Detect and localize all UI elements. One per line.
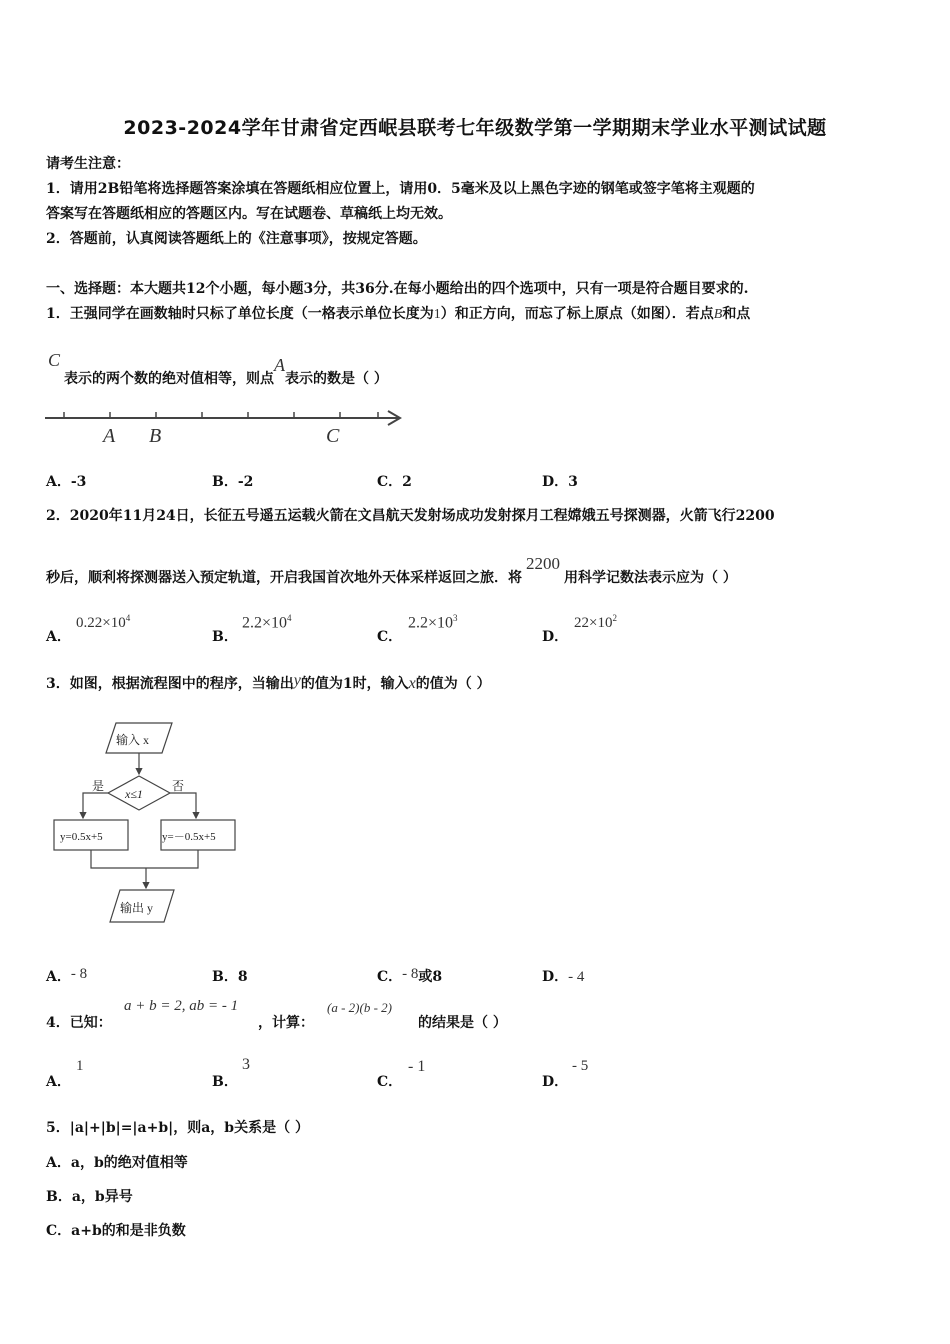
q5-option-b[interactable]: B．a，b异号	[46, 1189, 133, 1205]
q3-option-a[interactable]: A．- 8	[46, 966, 88, 985]
question-2-line-1: 2．2020年11月24日，长征五号遥五运载火箭在文昌航天发射场成功发射探月工程嫦娥五号探测器，火箭飞行2200	[46, 508, 775, 524]
question-1-line-1: 1．王强同学在画数轴时只标了单位长度（一格表示单位长度为1）和正方向，而忘了标上原点（如图）．若点B和点	[46, 306, 751, 322]
q4-option-b-value: 3	[242, 1056, 250, 1073]
q1-option-b[interactable]: B．-2	[212, 474, 254, 490]
q2-option-b[interactable]: B．	[212, 629, 238, 645]
notice-line-2: 答案写在答题纸相应的答题区内。写在试题卷、草稿纸上均无效。	[46, 206, 452, 222]
question-4-tail: 的结果是（ ）	[418, 1015, 507, 1031]
axis-label-b: B	[149, 425, 162, 447]
q1-option-c[interactable]: C．2	[377, 474, 412, 490]
q2-option-c-value: $2.2\times 10^3$	[408, 613, 458, 632]
question-2-line-2: 秒后，顺利将探测器送入预定轨道，开启我国首次地外天体采样返回之旅．将2200用科学记数法表示应为（ ）	[46, 554, 737, 586]
axis-label-a: A	[103, 425, 116, 447]
q2-option-c[interactable]: C．	[377, 629, 403, 645]
q2-option-b-value: $2.2\times 10^4$	[242, 613, 292, 632]
page-title: 2023-2024学年甘肃省定西岷县联考七年级数学第一学期期末学业水平测试试题	[123, 117, 827, 139]
q5-option-c[interactable]: C．a+b的和是非负数	[46, 1223, 186, 1239]
q4-expression: (a - 2)(b - 2)	[327, 1000, 392, 1015]
notice-line-3: 2．答题前，认真阅读答题纸上的《注意事项》，按规定答题。	[46, 231, 427, 247]
q3-option-c[interactable]: C．- 8或8	[377, 966, 443, 985]
q1-point-c: C	[48, 350, 61, 370]
flow-input-label: 输入 x	[116, 733, 150, 747]
q1-option-a[interactable]: A．-3	[46, 474, 87, 490]
question-1-line-2: 表示的两个数的绝对值相等，则点A表示的数是（ ）	[64, 355, 388, 387]
flow-right-formula: y=－0.5x+5	[162, 831, 216, 843]
section-heading: 一、选择题：本大题共12个小题，每小题3分，共36分.在每小题给出的四个选项中，只有一项是符合题目要求的.	[46, 281, 749, 297]
q4-option-d[interactable]: D．	[542, 1074, 569, 1090]
axis-label-c: C	[326, 425, 340, 447]
q4-option-c[interactable]: C．	[377, 1074, 403, 1090]
flow-no-label: 否	[172, 779, 185, 793]
q2-option-a[interactable]: A．	[46, 629, 71, 645]
q2-option-d-value: $22\times 10^2$	[574, 613, 617, 631]
q5-option-a[interactable]: A．a，b的绝对值相等	[46, 1155, 188, 1171]
flowchart-figure	[48, 716, 248, 932]
question-4-label: 4．已知：	[46, 1015, 112, 1031]
q4-option-c-value: - 1	[408, 1058, 426, 1075]
flow-yes-label: 是	[92, 779, 105, 793]
flow-condition-label: x≤1	[125, 787, 143, 801]
notice-line-1: 1．请用2B铅笔将选择题答案涂填在答题纸相应位置上，请用0．5毫米及以上黑色字迹的钢笔或签字笔将主观题的	[46, 181, 755, 197]
q4-option-a[interactable]: A．	[46, 1074, 71, 1090]
flow-left-formula: y=0.5x+5	[60, 831, 103, 843]
q2-option-d[interactable]: D．	[542, 629, 569, 645]
q1-option-d[interactable]: D．3	[542, 474, 578, 490]
question-4-compute: ，计算：	[258, 1015, 314, 1031]
q3-option-d[interactable]: D．- 4	[542, 969, 585, 985]
q2-option-a-value: $0.22\times 10^4$	[76, 613, 131, 631]
number-line-figure	[40, 402, 410, 452]
q4-option-b[interactable]: B．	[212, 1074, 238, 1090]
flow-output-label: 输出 y	[120, 901, 154, 915]
question-3-stem: 3．如图，根据流程图中的程序，当输出y的值为1时，输入x的值为（ ）	[46, 672, 491, 692]
q4-option-d-value: - 5	[572, 1058, 589, 1074]
q4-option-a-value: 1	[76, 1058, 84, 1074]
q3-option-b[interactable]: B．8	[212, 969, 248, 985]
q4-condition: a + b = 2, ab = - 1	[124, 998, 239, 1014]
notice-heading: 请考生注意：	[46, 156, 130, 172]
question-5-stem: 5．|a|+|b|=|a+b|，则a，b关系是（ ）	[46, 1120, 309, 1136]
